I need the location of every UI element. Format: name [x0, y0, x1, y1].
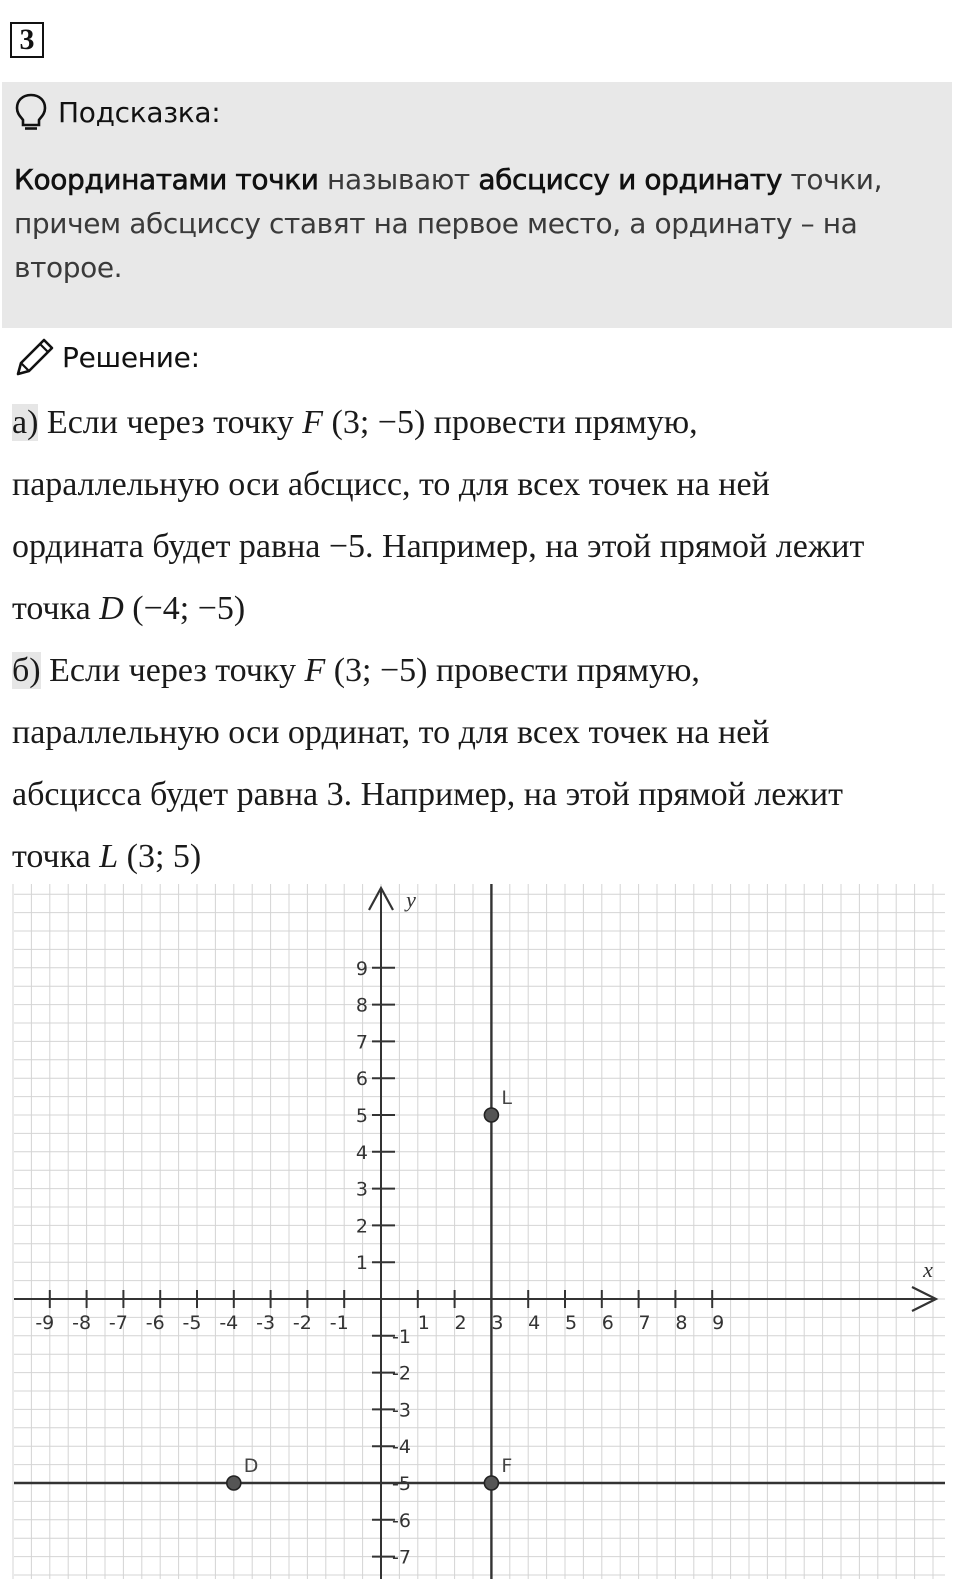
- x-axis-label: x: [923, 1257, 933, 1282]
- y-tick-label: -2: [392, 1362, 411, 1385]
- text-line: ордината будет равна −5. Например, на этой прямой лежит: [12, 528, 865, 565]
- hint-text-part: точки, причем абсциссу ставят на первое место, а ординату – на второе.: [14, 163, 883, 284]
- y-tick-label: 4: [355, 1141, 368, 1164]
- part-a-marker: а): [12, 404, 39, 441]
- y-tick-label: -6: [392, 1509, 411, 1532]
- x-tick-label: 6: [601, 1312, 614, 1334]
- point-name: F: [302, 404, 324, 441]
- hint-box: [2, 82, 952, 328]
- x-tick-label: -7: [108, 1312, 128, 1334]
- part-b-marker: б): [12, 652, 41, 689]
- y-tick-label: 5: [355, 1105, 368, 1127]
- solution-header: [12, 336, 200, 378]
- x-tick-label: -3: [256, 1312, 276, 1334]
- x-tick-label: -6: [145, 1312, 165, 1334]
- x-tick-label: 2: [454, 1312, 467, 1334]
- point-label-F: F: [501, 1455, 513, 1477]
- point-name: D: [99, 590, 124, 627]
- x-tick-label: 5: [564, 1312, 578, 1334]
- text-line: абсцисса будет равна 3. Например, на этой прямой лежит: [12, 776, 843, 813]
- solution-title: Решение:: [62, 340, 200, 374]
- y-tick-label: -5: [392, 1473, 411, 1495]
- y-tick-label: 8: [355, 994, 368, 1017]
- y-tick-label: 9: [355, 957, 368, 980]
- x-tick-label: -9: [35, 1312, 55, 1334]
- y-tick-label: -4: [392, 1436, 411, 1459]
- coordinate-plane: [0, 880, 960, 1579]
- x-tick-label: -2: [292, 1312, 312, 1334]
- hint-text: [14, 158, 934, 290]
- point-F: [484, 1476, 498, 1490]
- y-tick-label: 7: [355, 1031, 368, 1054]
- point-label-L: L: [501, 1087, 512, 1109]
- solution-part-a: [12, 392, 942, 640]
- text-line: [12, 640, 942, 702]
- y-tick-label: -3: [392, 1399, 411, 1422]
- text-line: параллельную оси ординат, то для всех точек на ней: [12, 714, 770, 751]
- hint-text-part: называют: [318, 163, 479, 196]
- text-span: Если через точку: [40, 652, 305, 689]
- x-tick-label: 3: [491, 1312, 504, 1334]
- y-tick-label: 6: [355, 1068, 368, 1091]
- text-line: [12, 392, 942, 454]
- x-tick-label: 8: [675, 1312, 688, 1334]
- x-tick-label: -1: [329, 1312, 349, 1334]
- point-name: F: [304, 652, 326, 689]
- text-line: параллельную оси абсцисс, то для всех точек на ней: [12, 466, 770, 503]
- task-number: 3: [10, 22, 44, 58]
- hint-header: [14, 92, 220, 132]
- y-axis-label: y: [406, 887, 416, 912]
- text-span: (3; −5) провести прямую,: [325, 652, 700, 689]
- text-span: (3; −5) провести прямую,: [323, 404, 698, 441]
- x-tick-label: 4: [528, 1312, 541, 1334]
- text-span: (−4; −5): [123, 590, 246, 627]
- y-tick-label: -7: [392, 1546, 411, 1569]
- point-D: [227, 1476, 241, 1490]
- pencil-icon: [12, 336, 56, 378]
- point-L: [484, 1108, 498, 1122]
- hint-term-abscissa-ordinate: абсциссу и ординату: [478, 163, 782, 196]
- text-span: Если через точку: [38, 404, 303, 441]
- y-tick-label: 2: [355, 1215, 368, 1238]
- hint-term-coordinates: Координатами точки: [14, 163, 319, 196]
- lightbulb-icon: [14, 92, 48, 132]
- y-tick-label: 1: [355, 1252, 368, 1275]
- text-line: [12, 826, 942, 888]
- x-tick-label: -5: [182, 1312, 202, 1334]
- hint-title: Подсказка:: [58, 95, 221, 129]
- x-tick-label: 7: [638, 1312, 651, 1334]
- point-label-D: D: [243, 1455, 259, 1477]
- y-tick-label: -1: [392, 1325, 411, 1348]
- x-tick-label: 9: [712, 1312, 725, 1334]
- point-name: L: [99, 838, 119, 875]
- solution-part-b: [12, 640, 942, 888]
- text-line: [12, 578, 942, 640]
- text-span: точка: [12, 590, 100, 627]
- x-tick-label: 1: [417, 1312, 430, 1334]
- x-tick-label: -4: [219, 1312, 239, 1334]
- text-span: точка: [12, 838, 100, 875]
- text-span: (3; 5): [118, 838, 202, 875]
- x-tick-label: -8: [72, 1312, 92, 1334]
- y-tick-label: 3: [355, 1178, 368, 1201]
